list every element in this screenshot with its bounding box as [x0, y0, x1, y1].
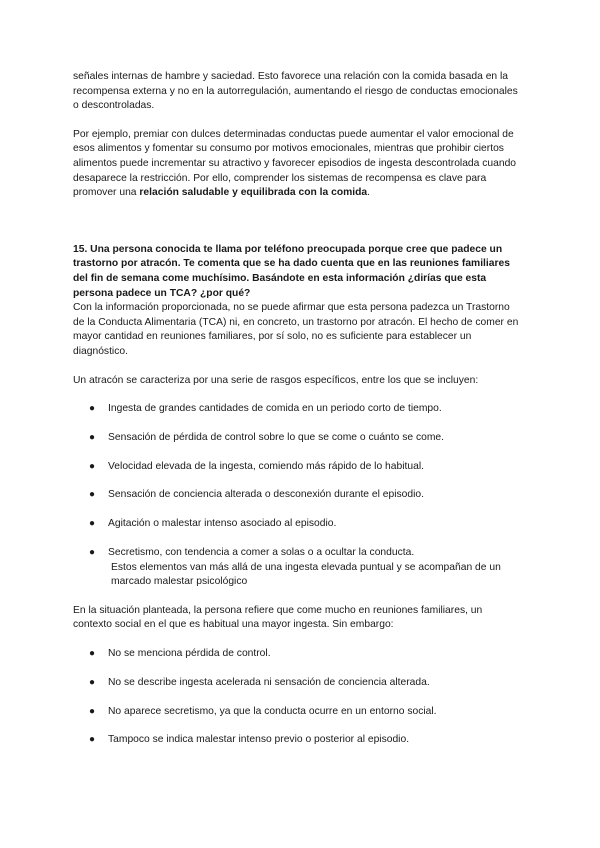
paragraph-reward-bold: relación saludable y equilibrada con la comida: [139, 187, 368, 199]
list-item: ● Agitación o malestar intenso asociado al episodio.: [73, 517, 523, 532]
bullet-icon: ●: [89, 518, 96, 530]
list-item: ● No se menciona pérdida de control.: [73, 647, 523, 662]
bullet-icon: ●: [89, 734, 96, 746]
paragraph-reward-text: Por ejemplo, premiar con dulces determinadas conductas puede aumentar el valor emocional de esos alimentos y fomentar su consumo por motivos emocionales, mientras que prohibir ciertos alimentos puede incrementar su atractivo y favorecer episodios de ingesta descontrolada cuando desaparece la restricción. Por ello, comprender los sistemas de recompensa es clave para promover una: [73, 128, 517, 199]
document-page: [73, 70, 523, 762]
list-item-note: Estos elementos van más allá de una ingesta elevada puntual y se acompañan de un marcado malestar psicológico: [111, 561, 501, 588]
bullet-icon: ●: [89, 705, 96, 717]
list-item: ● Velocidad elevada de la ingesta, comiendo más rápido de lo habitual.: [73, 460, 523, 475]
paragraph-situation: En la situación planteada, la persona refiere que come mucho en reuniones familiares, un contexto social en el que es habitual una mayor ingesta. Sin embargo:: [73, 604, 483, 631]
list-item: ● No aparece secretismo, ya que la conducta ocurre en un entorno social.: [73, 705, 523, 720]
list-item: ● No se describe ingesta acelerada ni sensación de conciencia alterada.: [73, 676, 523, 691]
paragraph-binge-definition: Un atracón se caracteriza por una serie de rasgos específicos, entre los que se incluyen:: [73, 374, 479, 386]
paragraph-hunger-signals: señales internas de hambre y saciedad. Esto favorece una relación con la comida basada en la recompensa externa y no en la autorregulación, aumentando el riesgo de conductas emocionales o descontroladas.: [73, 71, 518, 112]
bullet-icon: ●: [89, 460, 96, 472]
bullet-icon: ●: [89, 403, 96, 415]
bullet-icon: ●: [89, 431, 96, 443]
bullet-icon: ●: [89, 676, 96, 688]
question-15-title: 15. Una persona conocida te llama por teléfono preocupada porque cree que padece un trastorno por atracón. Te comenta que se ha dado cuenta que en las reuniones familiares del fin de semana come muchísimo. Basándote en esta información ¿dirías que esta persona padece un TCA? ¿por qué?: [73, 243, 510, 299]
list-item: ● Tampoco se indica malestar intenso previo o posterior al episodio.: [73, 733, 523, 748]
bullet-icon: ●: [89, 489, 96, 501]
paragraph-reward-end: .: [367, 187, 371, 199]
list-item: ● Ingesta de grandes cantidades de comida en un periodo corto de tiempo.: [73, 402, 523, 417]
list-item: ● Sensación de pérdida de control sobre lo que se come o cuánto se come.: [73, 431, 523, 446]
bullet-icon: ●: [89, 647, 96, 659]
paragraph-answer-intro: Con la información proporcionada, no se puede afirmar que esta persona padezca un Trastorno de la Conducta Alimentaria (TCA) ni, en concreto, un trastorno por atracón. El hecho de comer en mayor cantidad en reuniones familiares, por sí solo, no es suficiente para establecer un diagnóstico.: [73, 302, 519, 357]
binge-traits-list: [73, 402, 523, 590]
list-item: ● Sensación de conciencia alterada o desconexión durante el episodio.: [73, 488, 523, 503]
bullet-icon: ●: [89, 547, 96, 558]
absent-traits-list: [73, 647, 523, 748]
paragraph-reward-example: [73, 128, 523, 201]
list-item: ● Secretismo, con tendencia a comer a solas o a ocultar la conducta. Estos elementos van más allá de una ingesta elevada puntual y se acompañan de un marcado malestar psicológico: [73, 546, 523, 590]
